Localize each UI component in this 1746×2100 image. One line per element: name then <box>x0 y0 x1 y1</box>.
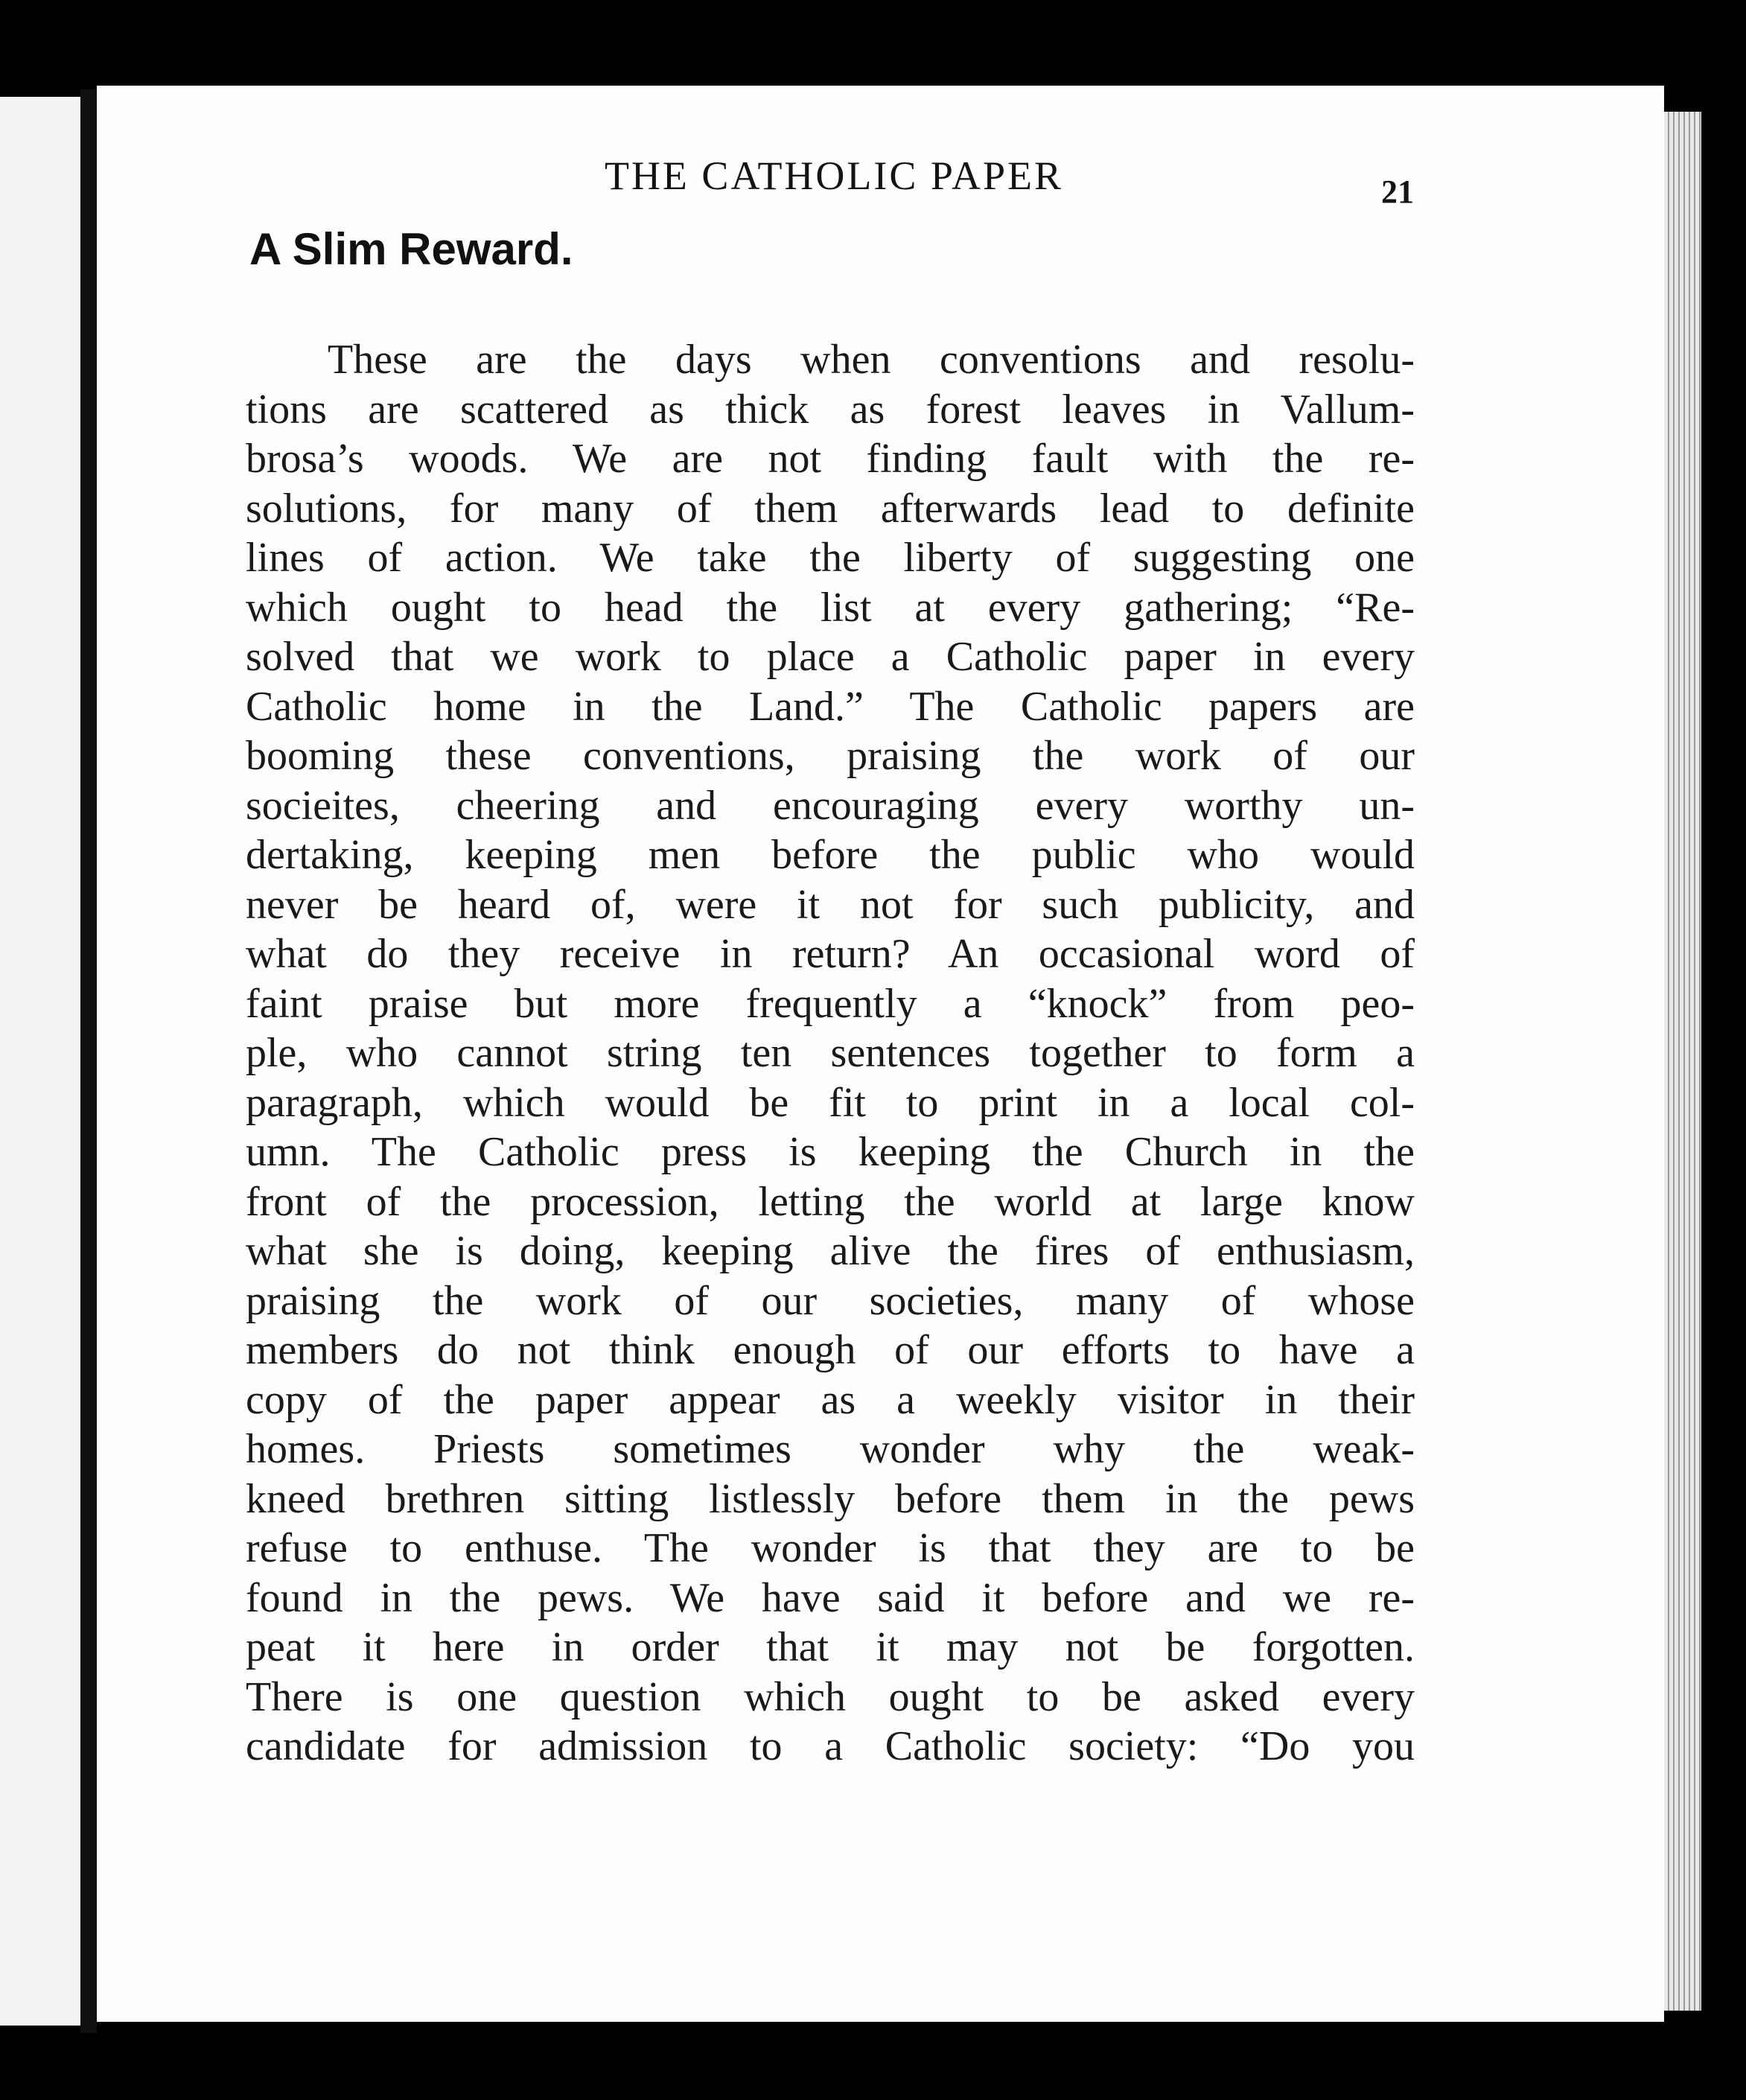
text-line: members do not think enough of our efforts to have a <box>246 1327 1415 1373</box>
running-head: THE CATHOLIC PAPER <box>604 153 1064 198</box>
facing-page-edge <box>0 97 82 2026</box>
text-line: These are the days when conventions and resolu- <box>328 337 1415 383</box>
text-line: copy of the paper appear as a weekly visitor in their <box>246 1376 1415 1423</box>
article-title: A Slim Reward. <box>249 224 573 274</box>
text-line: kneed brethren sitting listlessly before them in the pews <box>246 1475 1415 1522</box>
page-block-edges <box>1664 112 1701 2011</box>
text-line: which ought to head the list at every gathering; “Re- <box>246 584 1415 631</box>
text-line: Catholic home in the Land.” The Catholic papers are <box>246 683 1415 730</box>
text-line: peat it here in order that it may not be forgotten. <box>246 1624 1415 1670</box>
text-line: found in the pews. We have said it before and we re- <box>246 1574 1415 1621</box>
text-line: ple, who cannot string ten sentences together to form a <box>246 1030 1415 1076</box>
text-line: socieites, cheering and encouraging every worthy un- <box>246 782 1415 829</box>
text-line: front of the procession, letting the world at large know <box>246 1178 1415 1225</box>
text-line: paragraph, which would be fit to print in a local col- <box>246 1079 1415 1126</box>
text-line: faint praise but more frequently a “knock” from peo- <box>246 980 1415 1027</box>
text-line: never be heard of, were it not for such publicity, and <box>246 881 1415 928</box>
text-line: solved that we work to place a Catholic paper in every <box>246 634 1415 680</box>
text-line: homes. Priests sometimes wonder why the weak- <box>246 1426 1415 1472</box>
text-line: lines of action. We take the liberty of suggesting one <box>246 535 1415 581</box>
text-line: dertaking, keeping men before the public who would <box>246 832 1415 878</box>
page-number: 21 <box>1381 174 1414 210</box>
text-line: There is one question which ought to be asked every <box>246 1673 1415 1720</box>
article-body <box>246 335 1415 1772</box>
text-line: tions are scattered as thick as forest leaves in Vallum- <box>246 386 1415 433</box>
text-line: what she is doing, keeping alive the fires of enthusiasm, <box>246 1228 1415 1274</box>
text-line: what do they receive in return? An occasional word of <box>246 931 1415 977</box>
text-line: solutions, for many of them afterwards lead to definite <box>246 485 1415 532</box>
text-line: brosa’s woods. We are not finding fault with the re- <box>246 436 1415 482</box>
text-line: candidate for admission to a Catholic society: “Do you <box>246 1723 1415 1769</box>
text-line: refuse to enthuse. The wonder is that they are to be <box>246 1525 1415 1571</box>
text-line: booming these conventions, praising the work of our <box>246 733 1415 779</box>
book-binding <box>80 89 97 2033</box>
text-line: praising the work of our societies, many of whose <box>246 1277 1415 1324</box>
text-line: umn. The Catholic press is keeping the Church in the <box>246 1129 1415 1175</box>
